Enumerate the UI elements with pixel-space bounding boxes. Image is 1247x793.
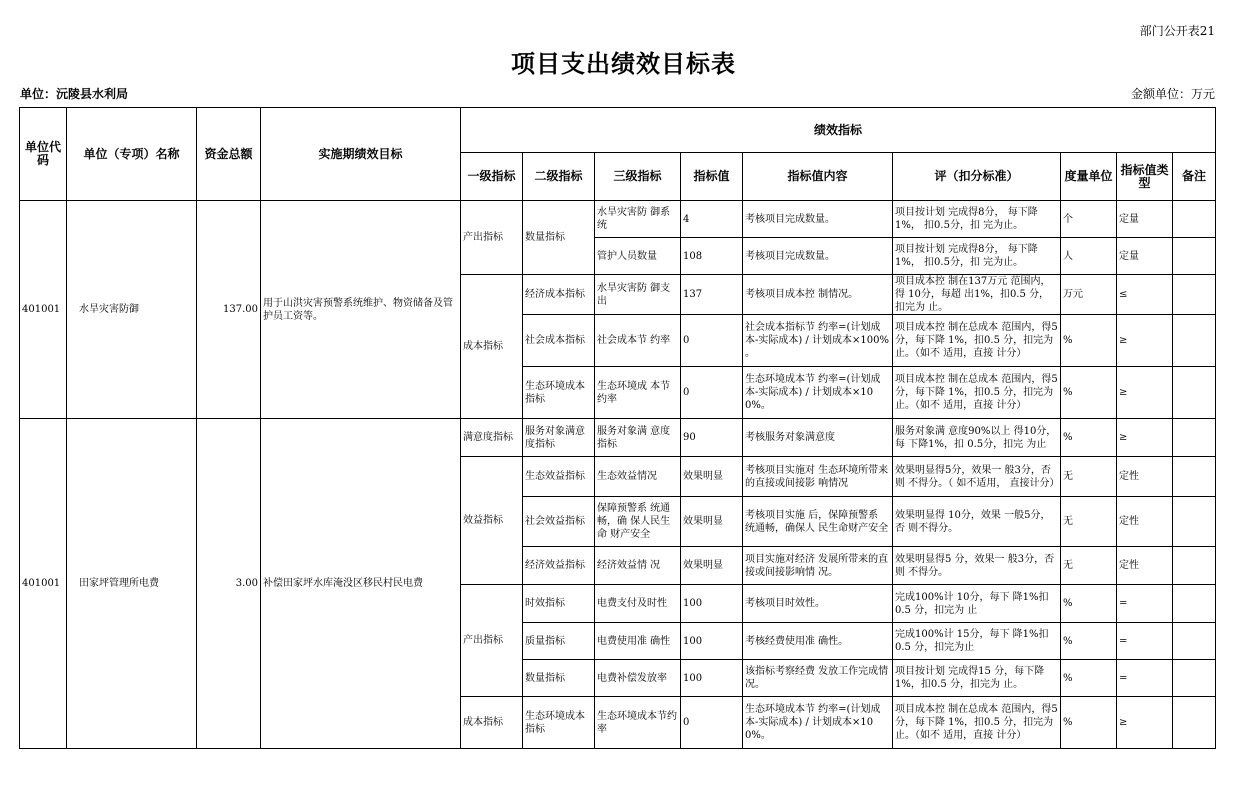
content-cell: 考核项目实施 后，保障预警系 统通畅，确保人 民生命财产安全 [743,497,893,547]
score-cell: 项目成本控 制在总成本 范围内，得5 分，每下降 1%，扣0.5 分，扣完为 止。（如不 适用，直接 计分） [893,367,1061,419]
score-cell: 项目按计划 完成得8分， 每下降1%， 扣0.5分，扣 完为止。 [893,238,1061,275]
vtype-cell: ≥ [1117,367,1173,419]
note-cell [1173,660,1216,697]
table-row [20,201,1216,238]
note-cell [1173,497,1216,547]
unit-label: 单位：沅陵县水利局 [20,87,129,101]
content-cell: 项目实施对经济 发展所带来的直 接或间接影响情 况。 [743,547,893,585]
value-cell: 100 [681,660,743,697]
header-unit-name: 单位（专项）名称 [67,108,197,201]
content-cell: 考核项目成本控 制情况。 [743,275,893,315]
l2-cell: 社会成本指标 [523,315,595,367]
l1-cell: 成本指标 [461,275,523,419]
l2-cell: 时效指标 [523,585,595,623]
goal-cell: 补偿田家坪水库淹没区移民村民电费 [261,419,461,749]
vtype-cell: 定性 [1117,457,1173,497]
content-cell: 生态环境成本节 约率=(计划成 本-实际成本) / 计划成本×10 0%。 [743,367,893,419]
vtype-cell: ≥ [1117,315,1173,367]
l3-cell: 经济效益情 况 [595,547,681,585]
header-l2: 二级指标 [523,153,595,201]
l2-cell: 生态效益指标 [523,457,595,497]
vtype-cell: = [1117,660,1173,697]
content-cell: 考核服务对象满意度 [743,419,893,457]
header-score: 评（扣分标准） [893,153,1061,201]
l3-cell: 电费使用准 确性 [595,623,681,660]
measure-cell: 个 [1061,201,1117,238]
header-unit-code: 单位代码 [20,108,67,201]
l2-cell: 经济效益指标 [523,547,595,585]
measure-cell: % [1061,585,1117,623]
score-cell: 完成100%计 10分，每下 降1%扣0.5 分，扣完为 止 [893,585,1061,623]
score-cell: 效果明显得 10分，效果 一般5分，否 则不得分。 [893,497,1061,547]
measure-cell: 无 [1061,547,1117,585]
l2-cell: 社会效益指标 [523,497,595,547]
vtype-cell: ≤ [1117,275,1173,315]
l1-cell: 产出指标 [461,201,523,275]
l2-cell: 经济成本指标 [523,275,595,315]
content-cell: 考核经费使用准 确性。 [743,623,893,660]
header-measure: 度量单位 [1061,153,1117,201]
l3-cell: 管护人员数量 [595,238,681,275]
note-cell [1173,201,1216,238]
measure-cell: 无 [1061,457,1117,497]
value-cell: 0 [681,367,743,419]
note-cell [1173,547,1216,585]
l3-cell: 生态环境成 本节约率 [595,367,681,419]
note-cell [1173,697,1216,749]
note-cell [1173,275,1216,315]
goal-cell: 用于山洪灾害预警系统维护、物资储备及管护员工资等。 [261,201,461,419]
vtype-cell: 定性 [1117,547,1173,585]
l2-cell: 数量指标 [523,660,595,697]
vtype-cell: 定量 [1117,201,1173,238]
measure-cell: % [1061,623,1117,660]
measure-cell: % [1061,419,1117,457]
value-cell: 效果明显 [681,547,743,585]
header-total: 资金总额 [197,108,261,201]
vtype-cell: ≥ [1117,697,1173,749]
amount-cell: 137.00 [197,201,261,419]
header-goal: 实施期绩效目标 [261,108,461,201]
measure-cell: 万元 [1061,275,1117,315]
l2-cell: 质量指标 [523,623,595,660]
l3-cell: 保障预警系 统通畅，确 保人民生命 财产安全 [595,497,681,547]
l1-cell: 效益指标 [461,457,523,585]
measure-cell: % [1061,660,1117,697]
l3-cell: 服务对象满 意度指标 [595,419,681,457]
value-cell: 90 [681,419,743,457]
content-cell: 考核项目实施对 生态环境所带来 的直接或间接影 响情况 [743,457,893,497]
value-cell: 108 [681,238,743,275]
value-cell: 4 [681,201,743,238]
header-vtype: 指标值类型 [1117,153,1173,201]
amount-cell: 3.00 [197,419,261,749]
vtype-cell: 定性 [1117,497,1173,547]
l2-cell: 数量指标 [523,201,595,275]
score-cell: 项目按计划 完成得15 分，每下降 1%，扣0.5 分，扣完为 止。 [893,660,1061,697]
content-cell: 考核项目完成数量。 [743,238,893,275]
value-cell: 效果明显 [681,497,743,547]
money-unit: 金额单位：万元 [1130,87,1215,101]
header-content: 指标值内容 [743,153,893,201]
l3-cell: 生态环境成本节约率 [595,697,681,749]
vtype-cell: ≥ [1117,419,1173,457]
note-cell [1173,315,1216,367]
unit-code-cell: 401001 [20,419,67,749]
score-cell: 效果明显得5分，效果一 般3分，否则 不得分。（ 如不适用， 直接计分） [893,457,1061,497]
measure-cell: % [1061,697,1117,749]
performance-table [19,107,1216,749]
score-cell: 项目成本控 制在总成本 范围内，得5 分，每下降 1%，扣0.5 分，扣完为 止。（如不 适用，直接 计分） [893,697,1061,749]
value-cell: 100 [681,585,743,623]
note-cell [1173,419,1216,457]
measure-cell: % [1061,315,1117,367]
note-cell [1173,623,1216,660]
content-cell: 考核项目时效性。 [743,585,893,623]
content-cell: 生态环境成本节 约率=(计划成 本-实际成本) / 计划成本×10 0%。 [743,697,893,749]
table-row [20,419,1216,457]
value-cell: 137 [681,275,743,315]
l3-cell: 电费补偿发放率 [595,660,681,697]
l3-cell: 社会成本节 约率 [595,315,681,367]
score-cell: 完成100%计 15分，每下 降1%扣0.5 分，扣完为止 [893,623,1061,660]
value-cell: 100 [681,623,743,660]
page-title: 项目支出绩效目标表 [511,50,736,78]
content-cell: 社会成本指标节 约率=(计划成 本-实际成本) / 计划成本×100% 。 [743,315,893,367]
note-cell [1173,238,1216,275]
l3-cell: 水旱灾害防 御系统 [595,201,681,238]
content-cell: 该指标考察经费 发放工作完成情 况。 [743,660,893,697]
unit-name-cell: 田家坪管理所电费 [67,419,197,749]
l3-cell: 电费支付及时性 [595,585,681,623]
header-value: 指标值 [681,153,743,201]
vtype-cell: 定量 [1117,238,1173,275]
l2-cell: 服务对象满意度指标 [523,419,595,457]
score-cell: 效果明显得5 分，效果一 般3分，否则 不得分。 [893,547,1061,585]
l1-cell: 满意度指标 [461,419,523,457]
header-note: 备注 [1173,153,1216,201]
header-l3: 三级指标 [595,153,681,201]
measure-cell: % [1061,367,1117,419]
value-cell: 0 [681,697,743,749]
score-cell: 项目按计划 完成得8分， 每下降1%， 扣0.5分，扣 完为止。 [893,201,1061,238]
value-cell: 0 [681,315,743,367]
score-cell: 项目成本控 制在总成本 范围内，得5 分，每下降 1%，扣0.5 分，扣完为 止。（如不 适用，直接 计分） [893,315,1061,367]
score-cell: 项目成本控 制在137万元 范围内，得 10分，每超 出1%，扣0.5 分，扣完为 止。 [893,275,1061,315]
unit-code-cell: 401001 [20,201,67,419]
table-number: 部门公开表21 [1139,24,1215,38]
l1-cell: 成本指标 [461,697,523,749]
content-cell: 考核项目完成数量。 [743,201,893,238]
header-perf: 绩效指标 [461,108,1216,153]
header-l1: 一级指标 [461,153,523,201]
measure-cell: 无 [1061,497,1117,547]
unit-name-cell: 水旱灾害防御 [67,201,197,419]
note-cell [1173,457,1216,497]
l2-cell: 生态环境成本指标 [523,367,595,419]
vtype-cell: = [1117,623,1173,660]
note-cell [1173,585,1216,623]
l3-cell: 生态效益情况 [595,457,681,497]
l1-cell: 产出指标 [461,585,523,697]
score-cell: 服务对象满 意度90%以上 得10分，每 下降1%，扣 0.5分，扣完 为止 [893,419,1061,457]
value-cell: 效果明显 [681,457,743,497]
measure-cell: 人 [1061,238,1117,275]
note-cell [1173,367,1216,419]
vtype-cell: = [1117,585,1173,623]
l3-cell: 水旱灾害防 御支出 [595,275,681,315]
l2-cell: 生态环境成本指标 [523,697,595,749]
